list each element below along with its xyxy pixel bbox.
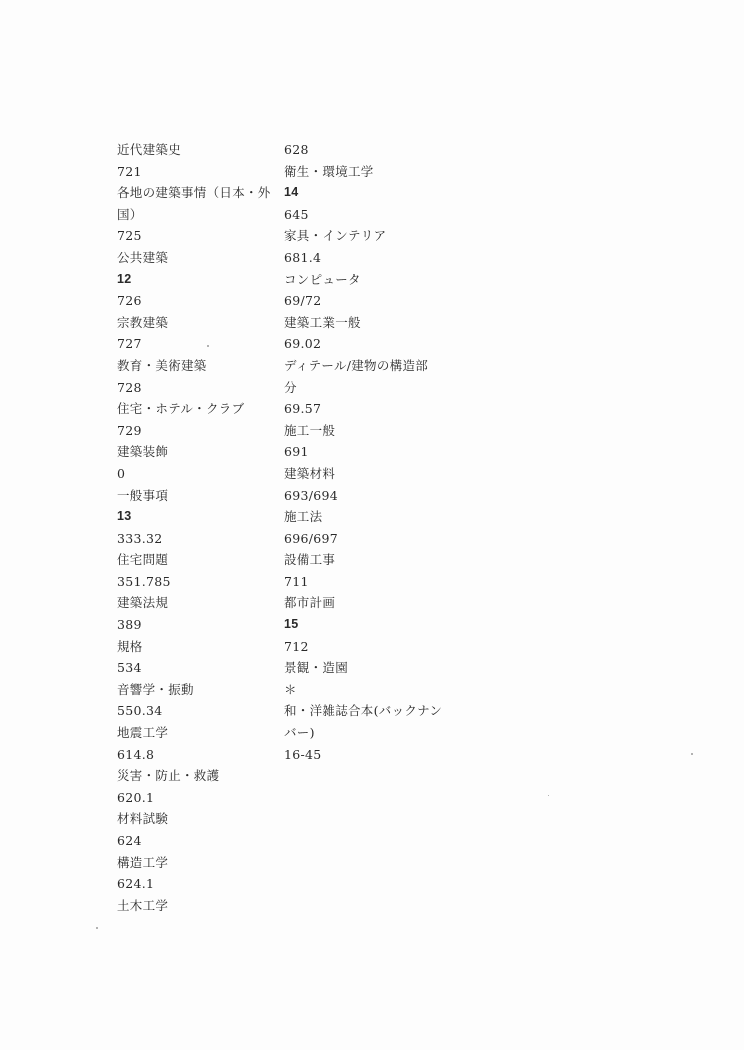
index-entry: 施工一般 (284, 422, 336, 438)
index-entry: 分 (284, 379, 297, 395)
index-entry: 712 (284, 638, 309, 654)
index-entry: コンピュータ (284, 271, 361, 287)
index-entry: 地震工学 (117, 725, 169, 741)
index-entry: 都市計画 (284, 595, 336, 611)
index-entry: 69.57 (284, 401, 322, 417)
index-entry: 691 (284, 444, 309, 460)
left-column (117, 139, 282, 916)
index-entry: 696/697 (284, 530, 339, 546)
scan-speck (96, 927, 98, 929)
index-entry: 624.1 (117, 876, 155, 892)
index-entry: 景観・造園 (284, 660, 349, 676)
index-entry: 15 (284, 617, 299, 632)
index-entry: 建築装飾 (117, 444, 169, 460)
index-entry: 693/694 (284, 487, 339, 503)
index-entry: 材料試験 (117, 811, 169, 827)
right-column (284, 139, 459, 765)
index-entry: 727 (117, 336, 142, 352)
index-entry: バー) (284, 725, 315, 741)
index-entry: 音響学・振動 (117, 681, 194, 697)
index-entry: 公共建築 (117, 249, 169, 265)
index-entry: 設備工事 (284, 552, 336, 568)
index-entry: 624 (117, 833, 142, 848)
index-entry: 389 (117, 617, 142, 633)
index-entry: 12 (117, 271, 132, 286)
scan-speck (691, 753, 693, 755)
index-entry: 構造工学 (117, 854, 169, 870)
index-entry: ディテール/建物の構造部 (284, 357, 429, 373)
index-entry: 645 (284, 206, 309, 222)
index-entry: 550.34 (117, 703, 163, 719)
index-entry: 726 (117, 293, 142, 309)
index-entry: 69/72 (284, 293, 322, 309)
index-entry: 住宅問題 (117, 552, 169, 568)
index-entry: 国） (117, 206, 143, 222)
index-entry: 0 (117, 465, 126, 481)
index-entry: 建築法規 (117, 595, 169, 611)
index-entry: 721 (117, 163, 142, 179)
index-entry: 教育・美術建築 (117, 357, 207, 373)
index-entry: 施工法 (284, 509, 323, 525)
index-entry: 建築材料 (284, 465, 336, 481)
index-entry: 711 (284, 573, 309, 589)
index-entry: 14 (284, 185, 299, 200)
index-entry: 725 (117, 228, 142, 244)
index-entry: 規格 (117, 638, 143, 654)
index-entry: 534 (117, 660, 142, 676)
index-entry: 351.785 (117, 573, 171, 589)
index-entry: 災害・防止・救護 (117, 768, 220, 784)
index-entry: 各地の建築事情（日本・外 (117, 185, 271, 201)
index-entry: ＊ (284, 681, 297, 697)
index-entry: 近代建築史 (117, 142, 182, 157)
index-entry: 69.02 (284, 336, 322, 352)
index-entry: 宗教建築 (117, 314, 169, 330)
index-entry: 住宅・ホテル・クラブ (117, 401, 245, 417)
index-entry: 建築工業一般 (284, 314, 361, 330)
index-entry: 13 (117, 509, 132, 524)
index-entry: 一般事項 (117, 487, 169, 503)
index-entry: 333.32 (117, 530, 163, 546)
scan-speck (548, 795, 549, 796)
scan-speck (207, 345, 209, 347)
index-entry: 628 (284, 142, 309, 157)
index-entry: 614.8 (117, 746, 155, 762)
index-entry: 家具・インテリア (284, 228, 387, 244)
index-entry: 681.4 (284, 249, 322, 265)
index-entry: 土木工学 (117, 897, 169, 913)
index-entry: 620.1 (117, 789, 155, 805)
index-entry: 728 (117, 379, 142, 395)
index-entry: 和・洋雑誌合本(バックナン (284, 703, 443, 719)
index-entry: 衛生・環境工学 (284, 163, 374, 179)
index-entry: 16-45 (284, 746, 322, 762)
index-entry: 729 (117, 422, 142, 438)
